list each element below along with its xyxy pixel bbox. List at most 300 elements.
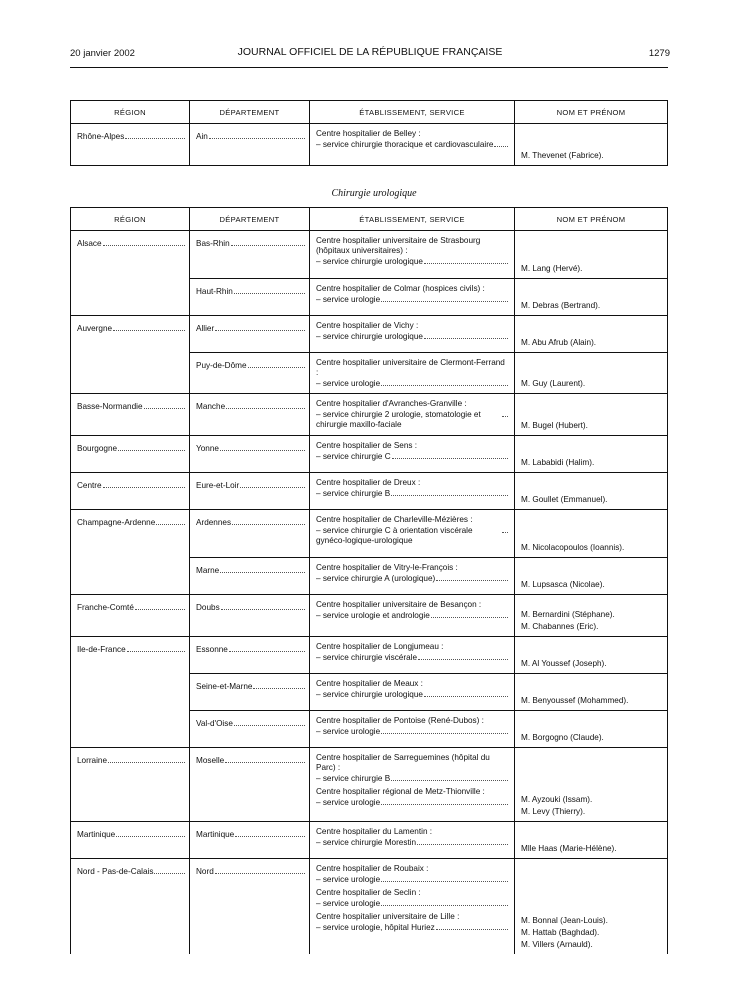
region-label [71,859,189,876]
establishment-entry [316,864,508,885]
establishment-entry [316,642,508,663]
service-line [316,874,508,885]
dot-leader [417,837,508,845]
departement-label-text: Puy-de-Dôme [196,361,247,370]
departement-cell [190,436,310,473]
person-name: M. Borgogno (Claude). [521,733,604,742]
service-line [316,331,508,342]
establishment-cell [310,859,515,954]
service-line [316,773,508,784]
names-block [515,541,667,557]
service-line [316,488,508,499]
dot-leader [248,360,305,368]
person-name: M. Ayzouki (Issam). [521,795,593,804]
name-cell [515,859,668,954]
dot-leader [113,323,185,331]
names-block [515,493,667,509]
dot-leader [135,602,185,610]
person-name: M. Thevenet (Fabrice). [521,151,604,160]
dot-leader [103,238,185,246]
region-cell [71,822,190,859]
departement-label [190,353,309,370]
establishment-block [310,674,514,704]
names-block [515,608,667,636]
establishment-cell [310,510,515,558]
name-cell [515,748,668,822]
table-row [71,822,668,859]
establishment-entry [316,284,508,305]
dot-leader [154,866,185,874]
name-cell [515,353,668,394]
departement-label-text: Doubs [196,603,220,612]
table-header-row [71,208,668,231]
establishment-name: Centre hospitalier de Belley : [316,129,421,138]
region-label [71,510,189,527]
departement-cell [190,279,310,316]
name-cell [515,124,668,166]
names-block [515,336,667,352]
person-name: M. Lang (Hervé). [521,264,583,273]
region-cell [71,748,190,822]
region-cell [71,394,190,436]
departement-label [190,231,309,248]
service-name: – service chirurgie Morestin [316,838,417,847]
name-cell [515,436,668,473]
service-name: – service urologie [316,727,381,736]
establishment-entry [316,888,508,909]
person-name: Mlle Haas (Marie-Hélène). [521,844,617,853]
region-cell [71,859,190,954]
establishment-name: Centre hospitalier universitaire de Besançon : [316,600,482,609]
establishment-name: Centre hospitalier universitaire de Lille : [316,912,460,921]
service-name: – service chirurgie urologique [316,690,423,699]
departement-cell [190,595,310,637]
table-row [71,859,668,954]
service-name: – service urologie [316,295,381,304]
departement-label-text: Manche [196,402,226,411]
establishment-cell [310,473,515,510]
region-cell [71,124,190,166]
dot-leader [156,517,185,525]
name-cell [515,637,668,674]
service-name: – service urologie [316,875,381,884]
establishment-name: Centre hospitalier de Pontoise (René-Dubos) : [316,716,484,725]
column-header-etablissement: ÉTABLISSEMENT, SERVICE [310,101,515,124]
appointments-table-1 [70,100,668,166]
departement-label-text: Bas-Rhin [196,239,230,248]
names-block [515,377,667,393]
column-header-etablissement: ÉTABLISSEMENT, SERVICE [310,208,515,231]
establishment-cell [310,124,515,166]
establishment-name: Centre hospitalier de Seclin : [316,888,421,897]
service-name: – service chirurgie B [316,489,391,498]
departement-label-text: Ardennes [196,518,232,527]
region-label [71,473,189,490]
dot-leader [215,323,305,331]
departement-label-text: Marne [196,566,220,575]
dot-leader [418,652,508,660]
establishment-cell [310,748,515,822]
establishment-block [310,316,514,346]
departement-label [190,279,309,296]
establishment-entry [316,441,508,462]
establishment-cell [310,822,515,859]
establishment-name: Centre hospitalier de Vitry-le-François : [316,563,458,572]
establishment-entry [316,787,508,808]
region-label-text: Franche-Comté [77,603,134,612]
establishment-entry [316,515,508,546]
service-line [316,256,508,267]
region-cell [71,637,190,748]
establishment-name: Centre hospitalier de Meaux : [316,679,423,688]
dot-leader [381,378,508,386]
dot-leader [215,866,305,874]
departement-label [190,558,309,575]
region-label-text: Auvergne [77,324,113,333]
service-name: – service urologie [316,798,381,807]
region-label-text: Champagne-Ardenne [77,518,156,527]
dot-leader [220,565,305,573]
names-block [515,694,667,710]
establishment-block [310,558,514,588]
region-cell [71,473,190,510]
dot-leader [436,922,508,930]
departement-cell [190,316,310,353]
dot-leader [127,644,185,652]
establishment-cell [310,353,515,394]
departement-cell [190,473,310,510]
establishment-cell [310,674,515,711]
departement-cell [190,353,310,394]
departement-label-text: Moselle [196,756,225,765]
dot-leader [229,644,305,652]
dot-leader [391,488,508,496]
departement-label [190,595,309,612]
person-name: M. Lababidi (Halim). [521,458,595,467]
region-label [71,822,189,839]
dot-leader [381,898,508,906]
name-cell [515,510,668,558]
establishment-cell [310,279,515,316]
dot-leader [116,829,185,837]
establishment-name: Centre hospitalier d'Avranches-Granville : [316,399,467,408]
region-label-text: Nord - Pas-de-Calais [77,867,154,876]
table-row [71,510,668,558]
person-name: M. Chabannes (Eric). [521,622,599,631]
region-label [71,231,189,248]
departement-label [190,510,309,527]
name-cell [515,231,668,279]
person-name: M. Bernardini (Stéphane). [521,610,615,619]
establishment-entry [316,912,508,933]
departement-label-text: Eure-et-Loir [196,481,240,490]
service-name: – service urologie [316,379,381,388]
region-cell [71,316,190,394]
region-cell [71,436,190,473]
service-name: – service chirurgie urologique [316,257,423,266]
dot-leader [220,443,305,451]
names-block [515,456,667,472]
establishment-cell [310,316,515,353]
service-line [316,378,508,389]
establishment-cell [310,595,515,637]
service-line [316,898,508,909]
departement-label [190,124,309,141]
departement-cell [190,711,310,748]
service-name: – service urologie et andrologie [316,611,430,620]
service-line [316,837,508,848]
dot-leader [231,238,305,246]
establishment-cell [310,394,515,436]
establishment-name: Centre hospitalier universitaire de Strasbourg (hôpitaux universitaires) : [316,236,481,255]
dot-leader [234,718,305,726]
service-line [316,451,508,462]
dot-leader [253,681,305,689]
region-label [71,316,189,333]
region-cell [71,595,190,637]
column-header-departement: DÉPARTEMENT [190,101,310,124]
establishment-block [310,822,514,852]
dot-leader [108,755,185,763]
departement-label [190,637,309,654]
table-row [71,394,668,436]
column-header-nom: NOM ET PRÉNOM [515,208,668,231]
table-row [71,637,668,674]
name-cell [515,316,668,353]
establishment-block [310,510,514,550]
establishment-block [310,279,514,309]
establishment-entry [316,827,508,848]
names-block [515,299,667,315]
table-row [71,316,668,353]
dot-leader [209,131,305,139]
region-label-text: Centre [77,481,102,490]
dot-leader [424,689,508,697]
establishment-entry [316,753,508,784]
dot-leader [392,451,508,459]
table-row [71,473,668,510]
dot-leader [234,286,305,294]
name-cell [515,558,668,595]
establishment-cell [310,558,515,595]
establishment-cell [310,231,515,279]
establishment-block [310,231,514,271]
names-block [515,419,667,435]
names-block [515,793,667,821]
establishment-block [310,124,514,154]
establishment-entry [316,679,508,700]
region-label [71,748,189,765]
header-page-number: 1279 [648,48,670,59]
establishment-entry [316,716,508,737]
table-row [71,595,668,637]
service-line [316,409,508,430]
dot-leader [125,131,185,139]
region-label-text: Lorraine [77,756,108,765]
establishment-block [310,711,514,741]
service-line [316,652,508,663]
service-name: – service urologie [316,899,381,908]
establishment-cell [310,436,515,473]
dot-leader [103,480,185,488]
dot-leader [232,517,305,525]
establishment-block [310,394,514,434]
person-name: M. Bonnal (Jean-Louis). [521,915,608,925]
departement-label-text: Allier [196,324,215,333]
departement-cell [190,859,310,954]
departement-label-text: Nord [196,867,214,876]
service-line [316,139,508,150]
establishment-name: Centre hospitalier régional de Metz-Thionville : [316,787,485,796]
section-title: Chirurgie urologique [331,188,417,199]
service-line [316,922,508,933]
dot-leader [502,409,508,417]
region-label-text: Basse-Normandie [77,402,143,411]
dot-leader [436,573,508,581]
establishment-block [310,637,514,667]
establishment-cell [310,637,515,674]
name-cell [515,822,668,859]
establishment-block [310,473,514,503]
region-cell [71,510,190,595]
dot-leader [240,480,305,488]
column-header-region: RÉGION [71,101,190,124]
dot-leader [144,401,185,409]
dot-leader [391,773,508,781]
service-name: – service chirurgie C à orientation viscérale gynéco-logique-urologique [316,526,473,545]
establishment-cell [310,711,515,748]
departement-label-text: Seine-et-Marne [196,682,253,691]
establishment-entry [316,129,508,150]
region-label-text: Bourgogne [77,444,118,453]
person-name: M. Benyoussef (Mohammed). [521,696,629,705]
establishment-name: Centre hospitalier de Sarreguemines (hôpital du Parc) : [316,753,490,772]
names-block [515,657,667,673]
service-name: – service chirurgie viscérale [316,653,418,662]
service-name: – service chirurgie B [316,774,391,783]
service-name: – service chirurgie 2 urologie, stomatologie et chirurgie maxillo-faciale [316,410,481,429]
departement-cell [190,748,310,822]
region-label [71,124,189,141]
dot-leader [226,401,305,409]
departement-cell [190,510,310,558]
service-line [316,726,508,737]
departement-label [190,748,309,765]
service-line [316,573,508,584]
departement-cell [190,231,310,279]
person-name: M. Abu Afrub (Alain). [521,338,597,347]
names-block [515,731,667,747]
column-header-departement: DÉPARTEMENT [190,208,310,231]
establishment-entry [316,358,508,389]
dot-leader [381,874,508,882]
dot-leader [381,797,508,805]
region-label-text: Ile-de-France [77,645,126,654]
person-name: M. Levy (Thierry). [521,807,586,816]
person-name: M. Guy (Laurent). [521,379,586,388]
establishment-entry [316,478,508,499]
service-name: – service chirurgie C [316,452,391,461]
establishment-name: Centre hospitalier de Longjumeau : [316,642,444,651]
header-rule [70,67,668,68]
establishment-name: Centre hospitalier de Roubaix : [316,864,429,873]
establishment-name: Centre hospitalier universitaire de Clermont-Ferrand : [316,358,505,377]
departement-label [190,711,309,728]
establishment-block [310,748,514,812]
region-label-text: Martinique [77,830,116,839]
departement-label [190,674,309,691]
establishment-name: Centre hospitalier de Vichy : [316,321,419,330]
dot-leader [381,726,508,734]
dot-leader [502,525,508,533]
service-name: – service chirurgie urologique [316,332,423,341]
departement-label [190,316,309,333]
establishment-name: Centre hospitalier de Colmar (hospices civils) : [316,284,485,293]
dot-leader [381,294,508,302]
name-cell [515,595,668,637]
column-header-region: RÉGION [71,208,190,231]
name-cell [515,711,668,748]
table-row [71,231,668,279]
establishment-name: Centre hospitalier de Charleville-Mézières : [316,515,473,524]
service-name: – service chirurgie A (urologique) [316,574,436,583]
name-cell [515,473,668,510]
departement-cell [190,394,310,436]
person-name: M. Bugel (Hubert). [521,421,588,430]
departement-cell [190,124,310,166]
person-name: M. Lupsasca (Nicolae). [521,580,605,589]
region-label [71,436,189,453]
departement-label-text: Essonne [196,645,228,654]
person-name: M. Nicolacopoulos (Ioannis). [521,543,625,552]
establishment-entry [316,399,508,430]
region-cell [71,231,190,316]
names-block [515,842,667,858]
person-name: M. Al Youssef (Joseph). [521,659,607,668]
establishment-entry [316,236,508,267]
table-header-row [71,101,668,124]
departement-label [190,822,309,839]
table-row [71,124,668,166]
header-date: 20 janvier 2002 [70,48,135,59]
service-name: – service urologie, hôpital Huriez [316,923,435,932]
departement-label-text: Yonne [196,444,219,453]
dot-leader [431,610,508,618]
departement-label-text: Haut-Rhin [196,287,233,296]
service-line [316,689,508,700]
person-name: M. Goullet (Emmanuel). [521,495,608,504]
establishment-block [310,436,514,466]
departement-label [190,436,309,453]
column-header-nom: NOM ET PRÉNOM [515,101,668,124]
departement-label [190,473,309,490]
person-name: M. Debras (Bertrand). [521,301,601,310]
table-row [71,436,668,473]
departement-cell [190,674,310,711]
person-name: M. Hattab (Baghdad). [521,927,600,937]
establishment-entry [316,563,508,584]
region-label [71,595,189,612]
establishment-entry [316,600,508,621]
names-block [515,578,667,594]
names-block [515,262,667,278]
service-line [316,525,508,546]
page-header [70,46,670,64]
dot-leader [424,256,508,264]
region-label-text: Alsace [77,239,102,248]
departement-cell [190,558,310,595]
departement-label-text: Martinique [196,830,235,839]
